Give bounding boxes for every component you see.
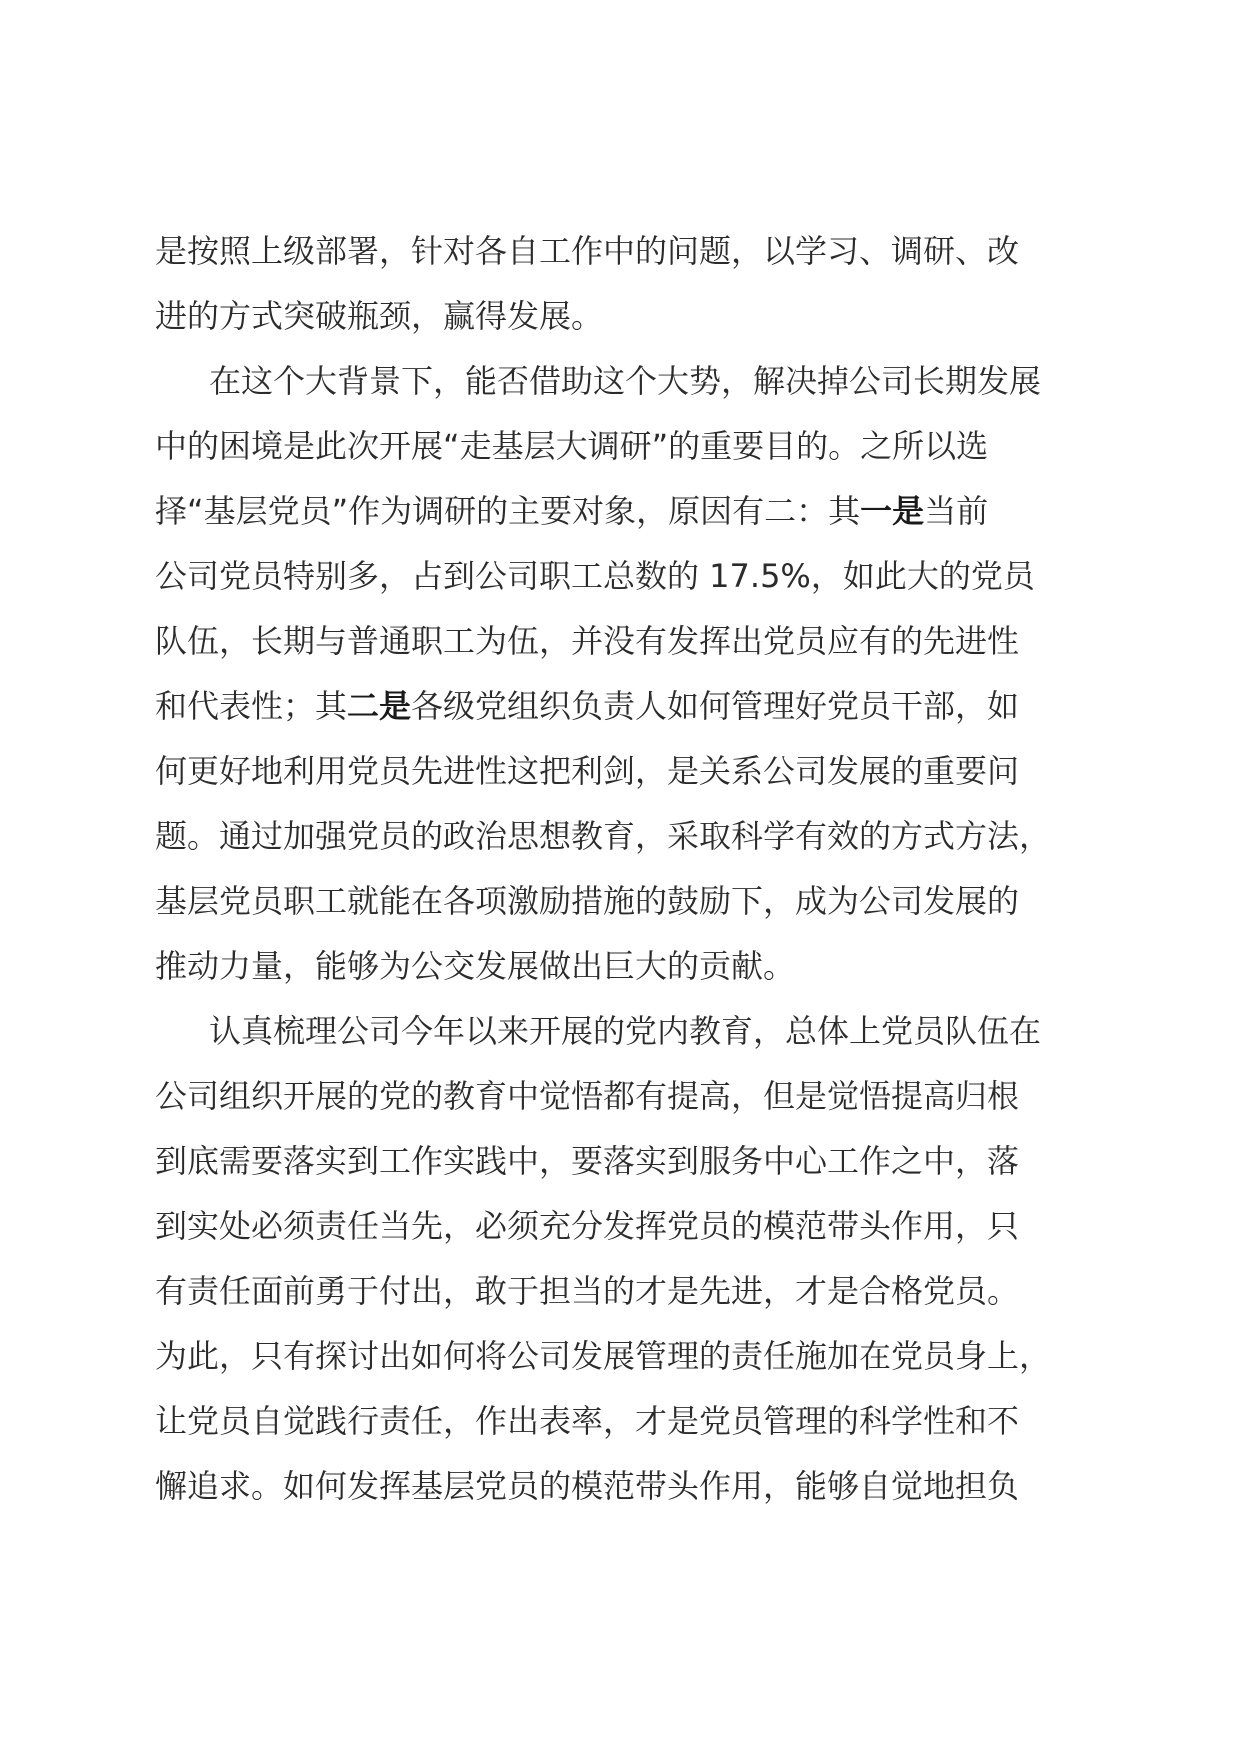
text-line: 基层党员职工就能在各项激励措施的鼓励下，成为公司发展的 bbox=[155, 882, 1020, 920]
text-line: 何更好地利用党员先进性这把利剑，是关系公司发展的重要问 bbox=[155, 752, 1020, 790]
text-line-with-emphasis bbox=[155, 674, 1095, 739]
text-line: 到底需要落实到工作实践中，要落实到服务中心工作之中，落 bbox=[155, 1142, 1020, 1180]
text-line: 队伍，长期与普通职工为伍，并没有发挥出党员应有的先进性 bbox=[155, 622, 1020, 660]
text-line: 是按照上级部署，针对各自工作中的问题，以学习、调研、改 bbox=[155, 232, 1020, 270]
text-line: 有责任面前勇于付出，敢于担当的才是先进，才是合格党员。 bbox=[155, 1272, 1020, 1310]
bold-emphasis: 一是 bbox=[860, 492, 925, 530]
document-body bbox=[155, 219, 1095, 1519]
text-line: 懈追求。如何发挥基层党员的模范带头作用，能够自觉地担负 bbox=[155, 1467, 1020, 1505]
text-segment: 当前 bbox=[924, 492, 989, 530]
text-segment: 和代表性；其 bbox=[155, 687, 348, 725]
text-line-with-emphasis bbox=[155, 479, 1095, 544]
text-line: 中的困境是此次开展“走基层大调研”的重要目的。之所以选 bbox=[155, 427, 989, 465]
text-line: 让党员自觉践行责任，作出表率，才是党员管理的科学性和不 bbox=[155, 1402, 1020, 1440]
text-line: 公司组织开展的党的教育中觉悟都有提高，但是觉悟提高归根 bbox=[155, 1077, 1020, 1115]
text-line: 到实处必须责任当先，必须充分发挥党员的模范带头作用，只 bbox=[155, 1207, 1020, 1245]
text-line: 为此，只有探讨出如何将公司发展管理的责任施加在党员身上， bbox=[155, 1337, 1052, 1375]
text-segment: 各级党组织负责人如何管理好党员干部，如 bbox=[411, 687, 1020, 725]
paragraph-first-line: 认真梳理公司今年以来开展的党内教育，总体上党员队伍在 bbox=[209, 1012, 1042, 1050]
text-line: 推动力量，能够为公交发展做出巨大的贡献。 bbox=[155, 947, 796, 985]
text-line: 公司党员特别多，占到公司职工总数的 17.5%，如此大的党员 bbox=[155, 557, 1035, 595]
text-segment: 择“基层党员”作为调研的主要对象，原因有二：其 bbox=[155, 492, 861, 530]
text-line: 进的方式突破瓶颈，赢得发展。 bbox=[155, 297, 604, 335]
paragraph-first-line: 在这个大背景下，能否借助这个大势，解决掉公司长期发展 bbox=[209, 362, 1042, 400]
text-line: 题。通过加强党员的政治思想教育，采取科学有效的方式方法， bbox=[155, 817, 1052, 855]
bold-emphasis: 二是 bbox=[347, 687, 412, 725]
